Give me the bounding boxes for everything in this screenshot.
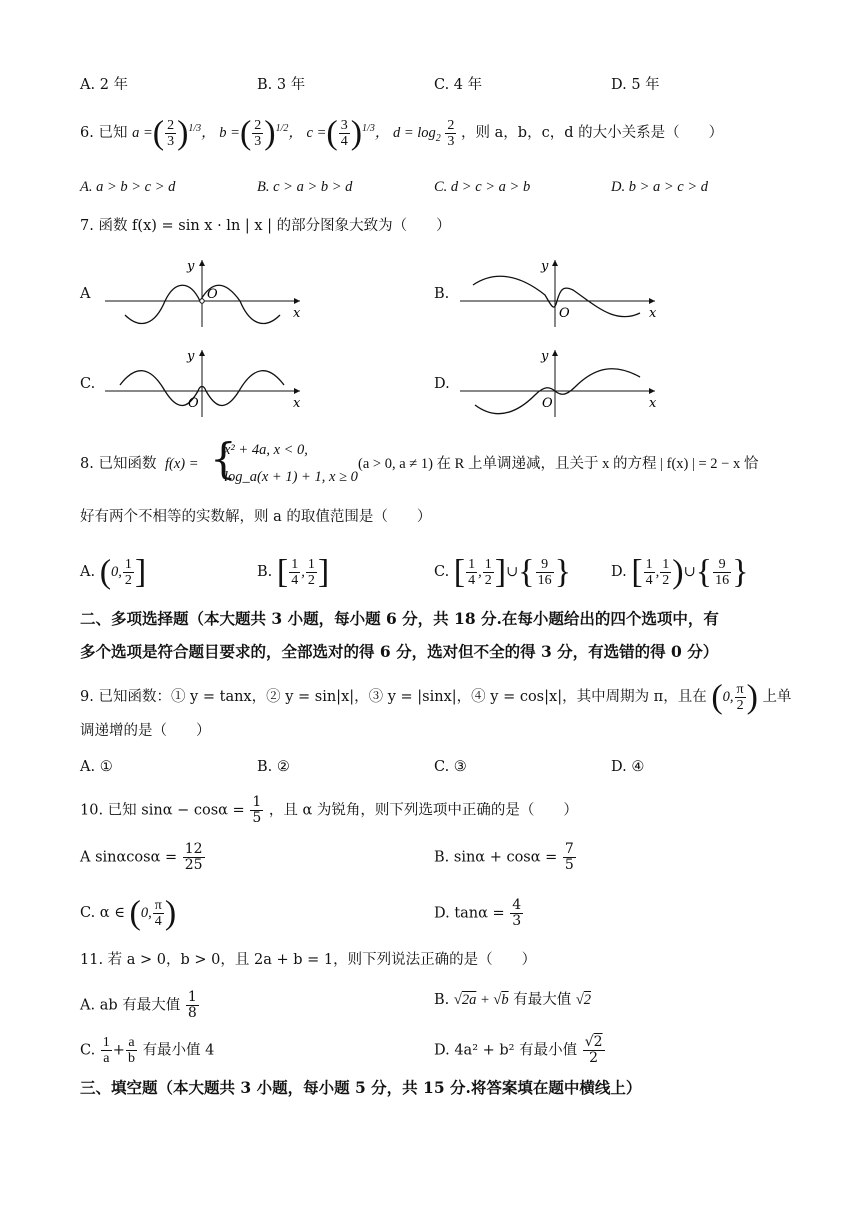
q9-option-b: B. ② <box>257 759 290 775</box>
q9-stem-tail: 上单 <box>762 688 792 705</box>
q11-option-b: B. √2a + √b 有最大值 √2 <box>434 992 592 1008</box>
q7-label-c: C. <box>80 376 96 392</box>
q8-piece-2: log_a(x + 1) + 1, x ≥ 0 <box>224 469 358 485</box>
q9-stem-text: 9. 已知函数：① y = tanx，② y = sin|x|，③ y = |sinx|，④ y = cos|x|，其中周期为 π，且在 <box>80 688 707 705</box>
q5-option-c: C. 4 年 <box>434 77 483 93</box>
q11-option-c-label: C. <box>80 1042 96 1059</box>
q8-piece-1: x² + 4a, x < 0, <box>224 442 308 458</box>
q8-option-a: A. (0, $\frac{1}{2}$ ] <box>80 553 147 591</box>
q8-stem-prefix: 8. 已知函数 <box>80 456 157 472</box>
svg-text:x: x <box>649 306 657 321</box>
q11-option-b-prefix: B. <box>434 992 450 1008</box>
q11-option-a-label: A. ab 有最大值 <box>80 997 181 1014</box>
q6-stem-suffix: ，则 a，b，c，d 的大小关系是（ ） <box>461 124 724 141</box>
q7-graph-c <box>100 345 310 420</box>
q9-option-c: C. ③ <box>434 759 467 775</box>
q9-stem-line2: 调递增的是（ ） <box>80 723 211 739</box>
q7-graph-a <box>100 255 310 330</box>
q11-option-b-suffix: 有最大值 <box>513 992 572 1008</box>
q6-option-b: B. c > a > b > d <box>257 179 353 195</box>
q11-stem: 11. 若 a > 0，b > 0，且 2a + b = 1，则下列说法正确的是（ ） <box>80 952 537 968</box>
q7-label-b: B. <box>434 286 450 302</box>
q6-option-d: D. b > a > c > d <box>611 179 709 195</box>
q11-option-d: D. 4a² + b² 有最小值 $\frac{√2}{2}$ <box>434 1034 603 1066</box>
q7-label-d: D. <box>434 376 450 392</box>
section2-line2: 多个选项是符合题目要求的，全部选对的得 6 分，选对但不全的得 3 分，有选错的得 0 分） <box>80 642 719 661</box>
q7-graph-b <box>455 255 665 330</box>
q11-option-c: C. $\frac{1}{a}$ + $\frac{a}{b}$ 有最小值 4 <box>80 1035 215 1066</box>
q9-stem: 9. 已知函数：① y = tanx，② y = sin|x|，③ y = |sinx|，④ y = cos|x|，其中周期为 π，且在 (0, $\frac{\pi}{2}$ ) 上单 <box>80 678 792 716</box>
svg-text:O: O <box>188 396 199 411</box>
q7a-y-axis-label: y <box>187 259 195 274</box>
q5-option-b: B. 3 年 <box>257 77 306 93</box>
q10-option-c-label: C. α ∈ <box>80 904 125 921</box>
q10-stem-prefix: 10. 已知 sinα − cosα = <box>80 802 245 819</box>
q5-option-d: D. 5 年 <box>611 77 660 93</box>
q10-option-b-label: B. sinα + cosα = <box>434 849 558 866</box>
q11-option-c-suffix: 有最小值 4 <box>142 1042 215 1059</box>
svg-text:O: O <box>559 306 570 321</box>
q11-option-d-label: D. 4a² + b² 有最小值 <box>434 1042 578 1059</box>
section2-line1: 二、多项选择题（本大题共 3 小题，每小题 6 分，共 18 分.在每小题给出的四个选项中，有 <box>80 609 719 628</box>
q10-option-a: A sinαcosα = $\frac{12}{25}$ <box>80 841 203 873</box>
q10-option-b: B. sinα + cosα = $\frac{7}{5}$ <box>434 841 574 873</box>
q8-fx: f(x) = <box>165 456 199 472</box>
svg-text:y: y <box>541 349 549 364</box>
svg-text:x: x <box>649 396 657 411</box>
q8-stem-mid: (a > 0, a ≠ 1) 在 R 上单调递减，且关于 x 的方程 | f(x) | = 2 − x 恰 <box>358 456 759 472</box>
q7-stem: 7. 函数 f(x) = sin x · ln | x | 的部分图象大致为（ ） <box>80 218 451 234</box>
q6-option-c: C. d > c > a > b <box>434 179 531 195</box>
q8-option-c: C. [ $\frac{1}{4}$ , $\frac{1}{2}$ ]∪{ $\frac{9}{16}$ } <box>434 553 571 591</box>
q8-option-d-label: D. <box>611 563 627 580</box>
q7a-origin: O <box>207 287 218 302</box>
q8-option-c-label: C. <box>434 563 450 580</box>
q10-option-d: D. tanα = $\frac{4}{3}$ <box>434 897 522 929</box>
q6-stem <box>80 114 724 152</box>
q10-stem-suffix: ，且 α 为锐角，则下列选项中正确的是（ ） <box>268 802 578 819</box>
q9-option-d: D. ④ <box>611 759 645 775</box>
q5-option-a: A. 2 年 <box>80 77 129 93</box>
q8-option-b-label: B. <box>257 563 273 580</box>
svg-text:x: x <box>293 396 301 411</box>
q6-stem-prefix: 6. 已知 <box>80 124 128 141</box>
section3-line1: 三、填空题（本大题共 3 小题，每小题 5 分，共 15 分.将答案填在题中横线上） <box>80 1078 642 1097</box>
q6-option-a: A. a > b > c > d <box>80 179 176 195</box>
q8-option-a-label: A. <box>80 563 96 580</box>
q7-label-a: A <box>80 286 91 302</box>
q8-stem-line2: 好有两个不相等的实数解，则 a 的取值范围是（ ） <box>80 509 432 525</box>
q8-option-d: D. [ $\frac{1}{4}$ , $\frac{1}{2}$ )∪{ $\frac{9}{16}$ } <box>611 553 749 591</box>
q7a-x-axis-label: x <box>293 306 301 321</box>
q8-brace: { <box>210 434 237 483</box>
svg-text:O: O <box>542 396 553 411</box>
svg-text:y: y <box>187 349 195 364</box>
q8-option-b: B. [ $\frac{1}{4}$ , $\frac{1}{2}$ ] <box>257 553 330 591</box>
q6-expression: a =( $\frac{2}{3}$ )$^{1/3}$， b =( $\frac{2}{3}$ )$^{1/2}$， c =( $\frac{3}{4}$ )$^{1/3}$， $d = \log_2$ $\frac{2}{3}$ <box>132 114 455 152</box>
q7-graph-d <box>455 345 665 420</box>
q11-option-a: A. ab 有最大值 $\frac{1}{8}$ <box>80 989 197 1021</box>
q10-stem: 10. 已知 sinα − cosα = $\frac{1}{5}$ ，且 α 为锐角，则下列选项中正确的是（ ） <box>80 794 578 826</box>
q10-option-d-label: D. tanα = <box>434 905 505 922</box>
q10-option-c: C. α ∈ (0, $\frac{\pi}{4}$ ) <box>80 894 177 932</box>
q9-option-a: A. ① <box>80 759 113 775</box>
svg-text:y: y <box>541 259 549 274</box>
q10-option-a-label: A sinαcosα = <box>80 849 178 866</box>
